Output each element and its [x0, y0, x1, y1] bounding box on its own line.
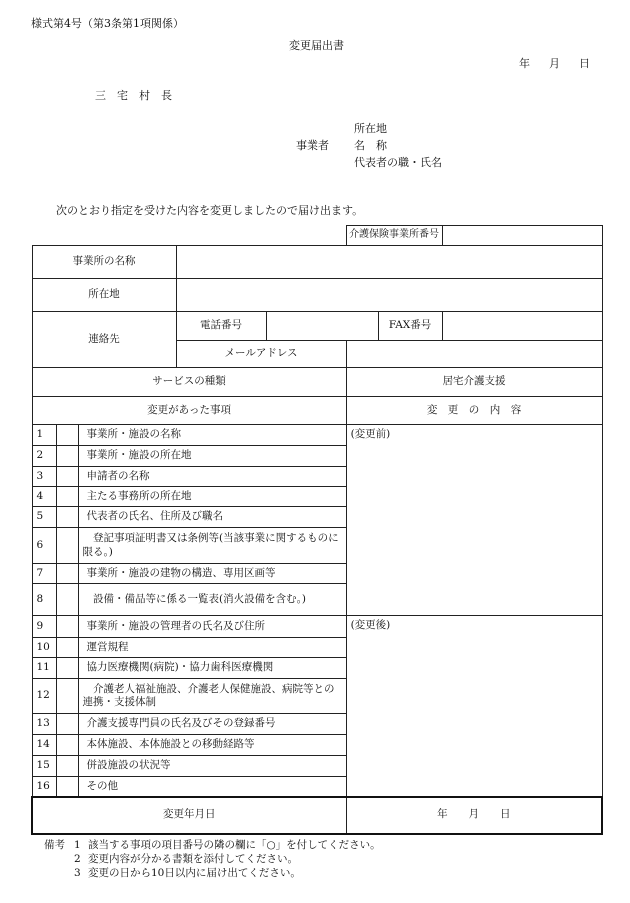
item-number: 8 [32, 584, 56, 616]
item-label: その他 [78, 777, 346, 797]
item-number: 11 [32, 658, 56, 679]
item-check-cell[interactable] [56, 679, 78, 714]
item-check-cell[interactable] [56, 735, 78, 756]
item-number: 5 [32, 507, 56, 528]
email-label: メールアドレス [176, 341, 346, 368]
service-type-value: 居宅介護支援 [346, 368, 602, 397]
note-number: 3 [74, 867, 81, 879]
item-number: 13 [32, 714, 56, 735]
note-text: 該当する事項の項目番号の隣の欄に「○」を付してください。 [88, 839, 381, 851]
phone-field[interactable] [266, 312, 378, 341]
item-check-cell[interactable] [56, 658, 78, 679]
note-number: 2 [74, 853, 81, 865]
submission-date: 年 月 日 [519, 57, 594, 70]
item-number: 4 [32, 487, 56, 507]
before-change-field[interactable] [346, 425, 602, 616]
item-number: 12 [32, 679, 56, 714]
office-number-field[interactable] [442, 226, 602, 246]
document-title: 変更届出書 [289, 39, 344, 52]
notes-label: 備考 [44, 839, 65, 851]
item-check-cell[interactable] [56, 584, 78, 616]
item-label: 介護老人福祉施設、介護老人保健施設、病院等との連携・支援体制 [78, 679, 346, 714]
item-label: 本体施設、本体施設との移動経路等 [78, 735, 346, 756]
before-change-label: (変更前) [350, 428, 391, 440]
fax-label: FAX番号 [378, 312, 442, 341]
location-label: 所在地 [32, 279, 176, 312]
item-check-cell[interactable] [56, 467, 78, 487]
change-form-table [31, 225, 603, 835]
item-label: 設備・備品等に係る一覧表(消火設備を含む。) [78, 584, 346, 616]
notes-section [44, 838, 381, 880]
item-number: 15 [32, 756, 56, 777]
office-name-field[interactable] [176, 246, 602, 279]
item-label: 事業所・施設の所在地 [78, 446, 346, 467]
fax-field[interactable] [442, 312, 602, 341]
item-label: 介護支援専門員の氏名及びその登録番号 [78, 714, 346, 735]
item-label: 事業所・施設の建物の構造、専用区画等 [78, 564, 346, 584]
applicant-label: 事業者 [296, 139, 329, 152]
item-check-cell[interactable] [56, 507, 78, 528]
service-type-label: サービスの種類 [32, 368, 346, 397]
changed-items-label: 変更があった事項 [32, 397, 346, 425]
item-label: 運営規程 [78, 638, 346, 658]
location-field[interactable] [176, 279, 602, 312]
form-id: 様式第4号（第3条第1項関係） [31, 17, 184, 30]
contact-label: 連絡先 [32, 312, 176, 368]
item-check-cell[interactable] [56, 714, 78, 735]
item-check-cell[interactable] [56, 487, 78, 507]
item-number: 7 [32, 564, 56, 584]
after-change-label: (変更後) [350, 619, 391, 631]
email-field[interactable] [346, 341, 602, 368]
item-check-cell[interactable] [56, 756, 78, 777]
item-number: 14 [32, 735, 56, 756]
item-label: 事業所・施設の管理者の氏名及び住所 [78, 616, 346, 638]
phone-label: 電話番号 [176, 312, 266, 341]
item-check-cell[interactable] [56, 446, 78, 467]
note-text: 変更の日から10日以内に届け出てください。 [88, 867, 301, 879]
item-label: 主たる事務所の所在地 [78, 487, 346, 507]
item-number: 9 [32, 616, 56, 638]
item-check-cell[interactable] [56, 528, 78, 564]
item-number: 2 [32, 446, 56, 467]
intro-text: 次のとおり指定を受けた内容を変更しましたので届け出ます。 [56, 204, 364, 217]
item-label: 事業所・施設の名称 [78, 425, 346, 446]
applicant-address-label: 所在地 [354, 122, 387, 135]
item-check-cell[interactable] [56, 638, 78, 658]
change-content-label: 変 更 の 内 容 [346, 397, 602, 425]
item-check-cell[interactable] [56, 777, 78, 797]
applicant-name-label: 名 称 [354, 139, 387, 152]
item-number: 10 [32, 638, 56, 658]
item-check-cell[interactable] [56, 425, 78, 446]
note-number: 1 [74, 839, 81, 851]
item-check-cell[interactable] [56, 616, 78, 638]
office-name-label: 事業所の名称 [32, 246, 176, 279]
item-number: 3 [32, 467, 56, 487]
item-number: 1 [32, 425, 56, 446]
change-date-field[interactable]: 年 月 日 [346, 797, 602, 834]
applicant-representative-label: 代表者の職・氏名 [354, 156, 442, 169]
item-label: 代表者の氏名、住所及び職名 [78, 507, 346, 528]
item-check-cell[interactable] [56, 564, 78, 584]
office-number-label: 介護保険事業所番号 [346, 226, 442, 246]
item-number: 6 [32, 528, 56, 564]
after-change-field[interactable] [346, 616, 602, 797]
note-text: 変更内容が分かる書類を添付してください。 [88, 853, 298, 865]
item-label: 併設施設の状況等 [78, 756, 346, 777]
item-label: 申請者の名称 [78, 467, 346, 487]
item-label: 協力医療機関(病院)・協力歯科医療機関 [78, 658, 346, 679]
change-date-label: 変更年月日 [32, 797, 346, 834]
item-label: 登記事項証明書又は条例等(当該事業に関するものに限る。) [78, 528, 346, 564]
item-number: 16 [32, 777, 56, 797]
addressee: 三 宅 村 長 [95, 89, 172, 102]
